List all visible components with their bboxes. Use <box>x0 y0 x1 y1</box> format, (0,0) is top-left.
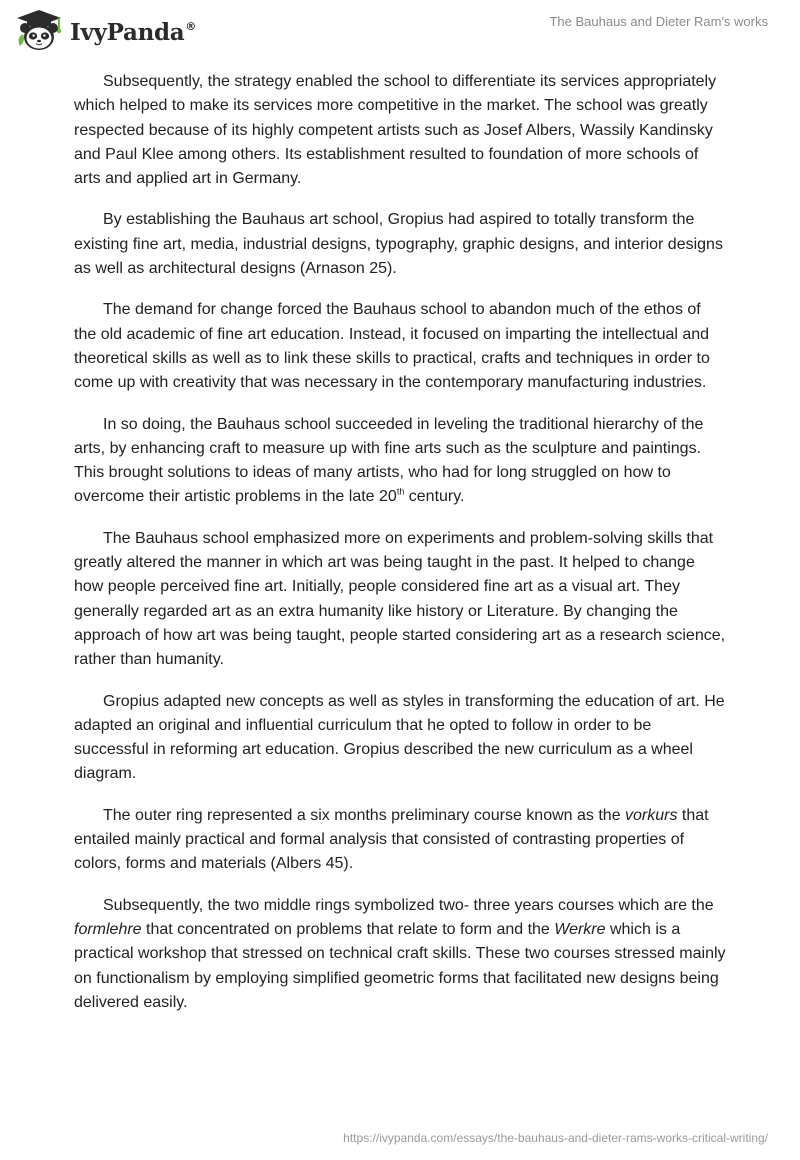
logo-text: IvyPanda® <box>70 18 197 46</box>
italic-term: Werkre <box>554 920 606 938</box>
paragraph: Gropius adapted new concepts as well as styles in transforming the education of art. He adapted an original and influential curriculum that he opted to follow in order to be successful in reforming art education. Gropius described the new curriculum as a wheel diagram. <box>74 692 725 783</box>
italic-term: vorkurs <box>625 806 678 824</box>
italic-term: formlehre <box>74 920 142 938</box>
paragraph-text: The outer ring represented a six months preliminary course known as the <box>103 806 626 824</box>
paragraph: The Bauhaus school emphasized more on experiments and problem-solving skills that greatly altered the manner in which art was being taught in the past. It helped to change how people perceived fine art. Initially, people considered fine art as a visual art. They generally regarded art as an extra humanity like history or Literature. By changing the approach of how art was being taught, people started considering art as a research science, rather than humanity. <box>74 529 726 669</box>
paragraph-text: that concentrated on problems that relate to form and the <box>141 920 555 938</box>
paragraph: Subsequently, the strategy enabled the school to differentiate its services appropriately which helped to make its services more competitive in the market. The school was greatly respected because of its highly competent artists such as Josef Albers, Wassily Kandinsky and Paul Klee among others. Its establishment resulted to foundation of more schools of arts and applied art in Germany. <box>74 73 717 188</box>
ivypanda-logo[interactable] <box>14 8 196 52</box>
paragraph <box>74 804 726 877</box>
paragraph: The demand for change forced the Bauhaus school to abandon much of the ethos of the old academic of fine art education. Instead, it focused on imparting the intellectual and theoretical skills as well as to link these skills to practical, crafts and techniques in order to come up with creativity that was necessary in the contemporary manufacturing industries. <box>74 301 710 392</box>
paragraph-text: Subsequently, the two middle rings symbolized two- three years courses which are the <box>103 896 714 914</box>
page-header <box>0 0 800 60</box>
paragraph-text: In so doing, the Bauhaus school succeeded in leveling the traditional hierarchy of the arts, by enhancing craft to measure up with fine arts such as the sculpture and paintings. This brought solutions to ideas of many artists, who had for long struggled on how to overcome their artistic problems in the late 20 <box>74 415 704 506</box>
paragraph <box>74 413 726 510</box>
paragraph <box>74 894 726 1015</box>
superscript: th <box>396 487 405 498</box>
essay-body <box>74 70 726 1032</box>
paragraph-text: century. <box>404 488 465 506</box>
paragraph: By establishing the Bauhaus art school, Gropius had aspired to totally transform the existing fine art, media, industrial designs, typography, graphic designs, and interior designs as well as architectural designs (Arnason 25). <box>74 211 723 278</box>
paragraph-text: that entailed mainly practical and formal analysis that consisted of contrasting properties of colors, forms and materials (Albers 45). <box>74 806 709 873</box>
paragraph-text: which is a practical workshop that stressed on technical craft skills. These two courses stressed mainly on functionalism by employing simplified geometric forms that facilitated new designs being delivered easily. <box>74 920 726 1011</box>
panda-graduation-cap-icon <box>14 8 64 52</box>
source-url[interactable]: https://ivypanda.com/essays/the-bauhaus-and-dieter-rams-works-critical-writing/ <box>343 1131 768 1145</box>
document-title: The Bauhaus and Dieter Ram's works <box>549 14 768 29</box>
registered-mark: ® <box>185 19 197 33</box>
